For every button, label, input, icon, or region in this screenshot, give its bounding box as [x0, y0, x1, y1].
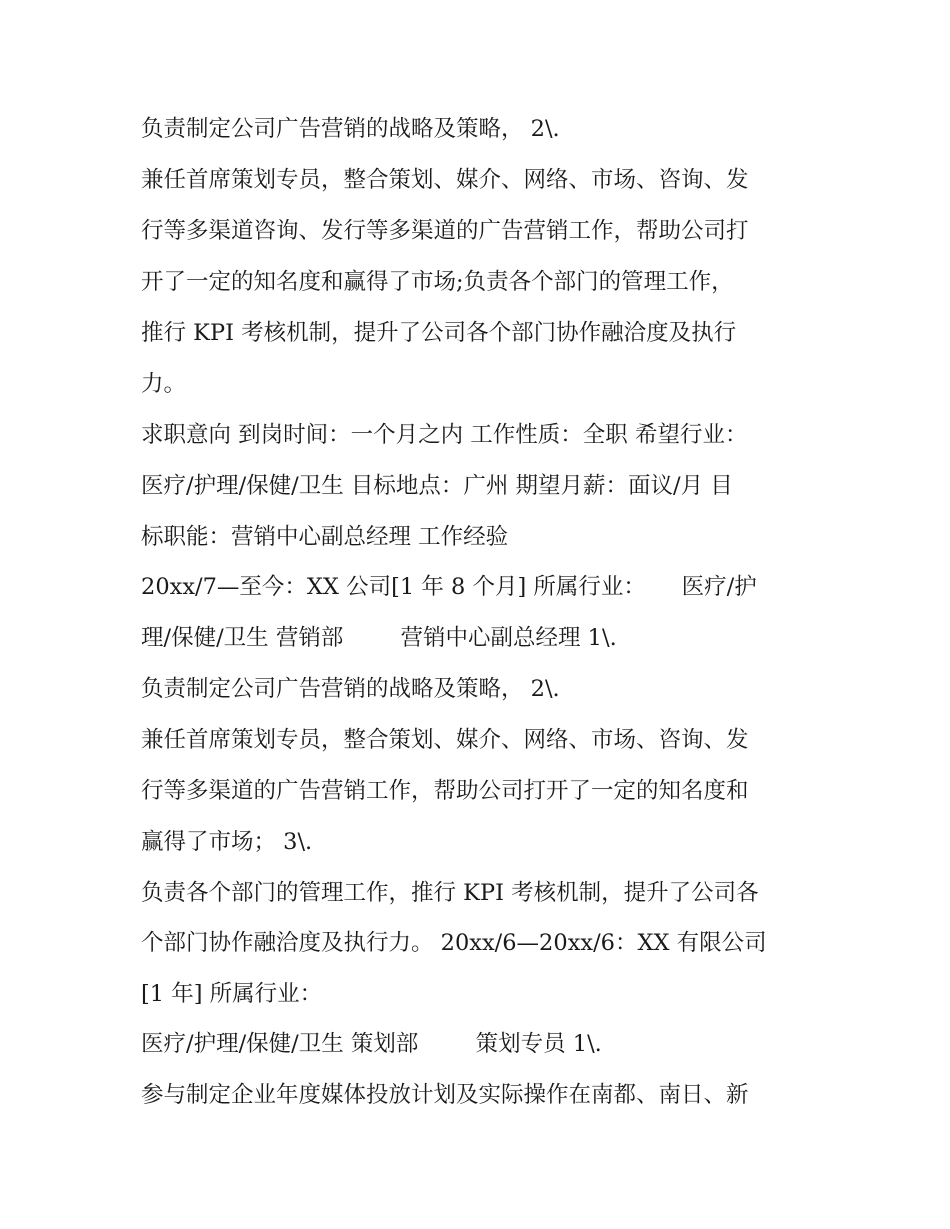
- text-line: 行等多渠道的广告营销工作，帮助公司打开了一定的知名度和: [141, 778, 749, 804]
- text-line: 行等多渠道咨询、发行等多渠道的广告营销工作，帮助公司打: [141, 218, 749, 244]
- text-line: 赢得了市场； 3\.: [141, 829, 313, 855]
- text-line: 理/保健/卫生 营销部 营销中心副总经理 1\.: [141, 625, 617, 651]
- text-line: 求职意向 到岗时间：一个月之内 工作性质：全职 希望行业：: [141, 422, 748, 448]
- text-line: 开了一定的知名度和赢得了市场;负责各个部门的管理工作，: [141, 269, 734, 295]
- text-line: 参与制定企业年度媒体投放计划及实际操作在南都、南日、新: [141, 1082, 749, 1108]
- text-line: 力。: [141, 371, 187, 397]
- text-line: 医疗/护理/保健/卫生 目标地点：广州 期望月薪：面议/月 目: [141, 473, 733, 499]
- text-line: 推行 KPI 考核机制，提升了公司各个部门协作融洽度及执行: [141, 320, 737, 346]
- text-line: 20xx/7—至今：XX 公司[1 年 8 个月] 所属行业： 医疗/护: [141, 574, 757, 600]
- text-line: [1 年] 所属行业：: [141, 981, 323, 1007]
- text-line: 个部门协作融洽度及执行力。 20xx/6—20xx/6：XX 有限公司: [141, 930, 767, 956]
- text-line: 标职能：营销中心副总经理 工作经验: [141, 524, 509, 550]
- text-line: 兼任首席策划专员，整合策划、媒介、网络、市场、咨询、发: [141, 727, 749, 753]
- text-line: 负责制定公司广告营销的战略及策略， 2\.: [141, 116, 560, 142]
- text-line: 负责制定公司广告营销的战略及策略， 2\.: [141, 676, 560, 702]
- text-line: 医疗/护理/保健/卫生 策划部 策划专员 1\.: [141, 1031, 602, 1057]
- text-line: 兼任首席策划专员，整合策划、媒介、网络、市场、咨询、发: [141, 167, 749, 193]
- text-line: 负责各个部门的管理工作，推行 KPI 考核机制，提升了公司各: [141, 880, 759, 906]
